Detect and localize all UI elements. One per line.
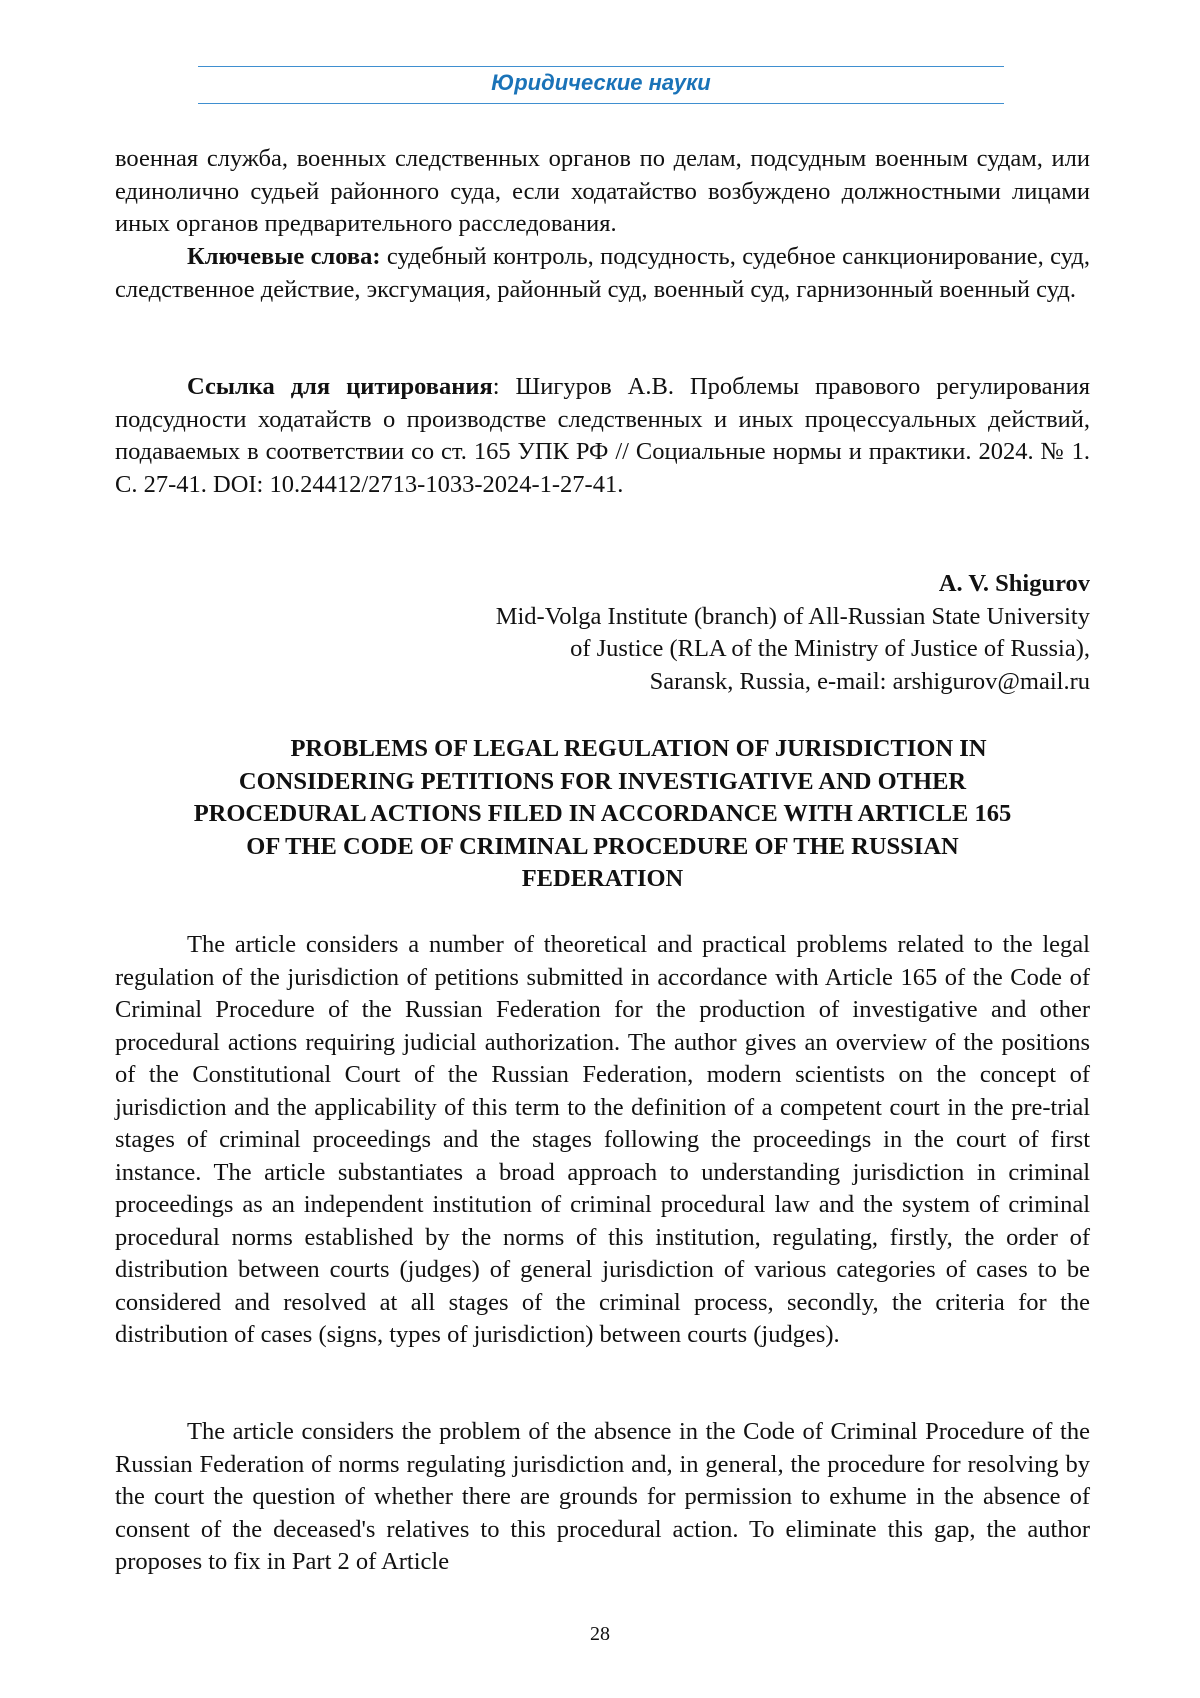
author-block (115, 568, 1090, 698)
header-bottom-rule (198, 103, 1004, 104)
abstract-ru-continuation: военная служба, военных следственных органов по делам, подсудным военным судам, или единолично судьей районного суда, если ходатайство возбуждено должностными лицами иных органов предварительного расследования. (115, 145, 1090, 237)
author-affiliation-line-3: Saransk, Russia, e-mail: arshigurov@mail.ru (649, 667, 1090, 695)
keywords-paragraph (115, 241, 1090, 306)
author-name: A. V. Shigurov (938, 570, 1090, 597)
article-title-line-5: FEDERATION (521, 865, 684, 892)
article-title-line-3: PROCEDURAL ACTIONS FILED IN ACCORDANCE WITH ARTICLE 165 (193, 800, 1012, 827)
author-affiliation-line-2: of Justice (RLA of the Ministry of Justice of Russia), (570, 635, 1090, 662)
article-title (115, 733, 1090, 896)
keywords-label: Ключевые слова: (187, 243, 381, 270)
citation-text: : Шигуров А.В. Проблемы правового регулирования подсудности ходатайств о производстве следственных и иных процессуальных действий, подаваемых в соответствии со ст. 165 УПК РФ // Социальные нормы и практики. 2024. № 1. С. 27-41. DOI: 10.24412/2713-1033-2024-1-27-41. (115, 373, 1090, 498)
article-title-line-4: OF THE CODE OF CRIMINAL PROCEDURE OF THE RUSSIAN (246, 832, 959, 860)
abstract-en-paragraph-1: The article considers a number of theoretical and practical problems related to the legal regulation of the jurisdiction of petitions submitted in accordance with Article 165 of the Code of Criminal Procedure of the Russian Federation for the production of investigative and other procedural actions requiring judicial authorization. The author gives an overview of the positions of the Constitutional Court of the Russian Federation, modern scientists on the concept of jurisdiction and the applicability of this term to the definition of a competent court in the pre-trial stages of criminal proceedings and the stages following the proceedings in the court of first instance. The article substantiates a broad approach to understanding jurisdiction in criminal proceedings as an independent institution of criminal procedural law and the system of criminal procedural norms established by the norms of this institution, regulating, firstly, the order of distribution between courts (judges) of general jurisdiction of various categories of cases to be considered and resolved at all stages of the criminal process, secondly, the criteria for the distribution of cases (signs, types of jurisdiction) between courts (judges). (115, 931, 1090, 1348)
author-affiliation-line-1: Mid-Volga Institute (branch) of All-Russian State University (495, 602, 1090, 630)
article-title-line-2: CONSIDERING PETITIONS FOR INVESTIGATIVE AND OTHER (238, 767, 967, 795)
section-header-title: Юридические науки (491, 70, 711, 95)
article-title-line-1: PROBLEMS OF LEGAL REGULATION OF JURISDICTION IN (290, 735, 987, 762)
citation-label: Ссылка для цитирования (187, 373, 493, 400)
citation-paragraph (115, 371, 1090, 501)
page-number: 28 (590, 1623, 610, 1645)
abstract-en-paragraph-2: The article considers the problem of the absence in the Code of Criminal Procedure of the Russian Federation of norms regulating jurisdiction and, in general, the procedure for resolving by the court the question of whether there are grounds for permission to exhume in the absence of consent of the deceased's relatives to this procedural action. To eliminate this gap, the author proposes to fix in Part 2 of Article (115, 1418, 1090, 1575)
keywords-text: судебный контроль, подсудность, судебное санкционирование, суд, следственное действие, эксгумация, районный суд, военный суд, гарнизонный военный суд. (115, 243, 1091, 303)
